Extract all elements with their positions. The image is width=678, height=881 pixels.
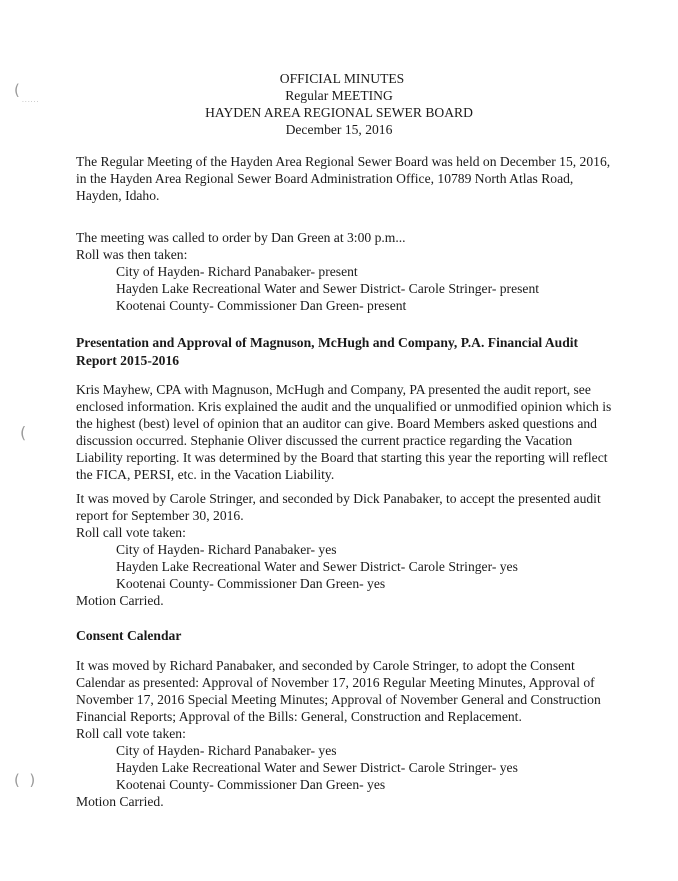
punch-hole-mark-middle: ( [20, 423, 27, 442]
motion-result: Motion Carried. [76, 593, 164, 608]
consent-motion-line: Calendar as presented: Approval of November 17, 2016 Regular Meeting Minutes, Approval of [76, 675, 595, 690]
audit-motion [76, 490, 616, 609]
audit-paragraph-line: Liability reporting. It was determined by the Board that starting this year the reporting will reflect [76, 450, 608, 465]
motion-result: Motion Carried. [76, 794, 164, 809]
header-official-minutes: OFFICIAL MINUTES [279, 71, 405, 86]
consent-motion [76, 657, 616, 810]
consent-heading-text: Consent Calendar [76, 628, 182, 643]
vote-entry: Kootenai County- Commissioner Dan Green- yes [116, 777, 386, 792]
consent-motion-line: Financial Reports; Approval of the Bills: General, Construction and Replacement. [76, 709, 522, 724]
vote-entry: Kootenai County- Commissioner Dan Green- yes [116, 576, 386, 591]
vote-entry: City of Hayden- Richard Panabaker- yes [116, 743, 337, 758]
header-date: December 15, 2016 [285, 122, 393, 137]
roll-entry: Hayden Lake Recreational Water and Sewer District- Carole Stringer- present [116, 281, 540, 296]
vote-label: Roll call vote taken: [76, 525, 186, 540]
punch-hole-mark-bottom: ( ) [14, 771, 36, 789]
document-header [0, 70, 678, 138]
audit-motion-line: report for September 30, 2016. [76, 508, 244, 523]
header-board-name: HAYDEN AREA REGIONAL SEWER BOARD [205, 105, 473, 120]
intro-line: in the Hayden Area Regional Sewer Board Administration Office, 10789 North Atlas Road, [76, 171, 574, 186]
audit-heading-line: Report 2015-2016 [76, 353, 180, 368]
intro-line: The Regular Meeting of the Hayden Area Regional Sewer Board was held on December 15, 2016, [76, 154, 611, 169]
audit-paragraph-line: discussion occurred. Stephanie Oliver discussed the current practice regarding the Vacation [76, 433, 573, 448]
vote-entry: Hayden Lake Recreational Water and Sewer District- Carole Stringer- yes [116, 559, 518, 574]
consent-calendar-heading [76, 627, 616, 645]
call-to-order [76, 229, 616, 314]
punch-hole-mark-top-dots: ...... [22, 97, 40, 104]
roll-taken-label: Roll was then taken: [76, 247, 188, 262]
audit-paragraph-line: enclosed information. Kris explained the audit and the unqualified or unmodified opinion which is [76, 399, 612, 414]
roll-entry: City of Hayden- Richard Panabaker- present [116, 264, 358, 279]
audit-motion-line: It was moved by Carole Stringer, and seconded by Dick Panabaker, to accept the presented audit [76, 491, 601, 506]
vote-label: Roll call vote taken: [76, 726, 186, 741]
vote-entry: City of Hayden- Richard Panabaker- yes [116, 542, 337, 557]
intro-paragraph [76, 153, 616, 204]
intro-line: Hayden, Idaho. [76, 188, 160, 203]
audit-heading-line: Presentation and Approval of Magnuson, McHugh and Company, P.A. Financial Audit [76, 335, 579, 350]
audit-paragraph-line: Kris Mayhew, CPA with Magnuson, McHugh and Company, PA presented the audit report, see [76, 382, 591, 397]
audit-paragraph-line: the highest (best) level of opinion that an auditor can give. Board Members asked questions and [76, 416, 597, 431]
consent-motion-line: November 17, 2016 Special Meeting Minutes; Approval of November General and Construction [76, 692, 601, 707]
audit-paragraph [76, 381, 616, 483]
punch-hole-mark-top: ( [14, 81, 20, 99]
audit-paragraph-line: the FICA, PERSI, etc. in the Vacation Liability. [76, 467, 335, 482]
vote-entry: Hayden Lake Recreational Water and Sewer District- Carole Stringer- yes [116, 760, 518, 775]
consent-motion-line: It was moved by Richard Panabaker, and seconded by Carole Stringer, to adopt the Consent [76, 658, 575, 673]
call-to-order-line: The meeting was called to order by Dan Green at 3:00 p.m... [76, 230, 406, 245]
roll-entry: Kootenai County- Commissioner Dan Green- present [116, 298, 407, 313]
header-meeting-type: Regular MEETING [285, 88, 393, 103]
audit-section-heading [76, 334, 616, 370]
